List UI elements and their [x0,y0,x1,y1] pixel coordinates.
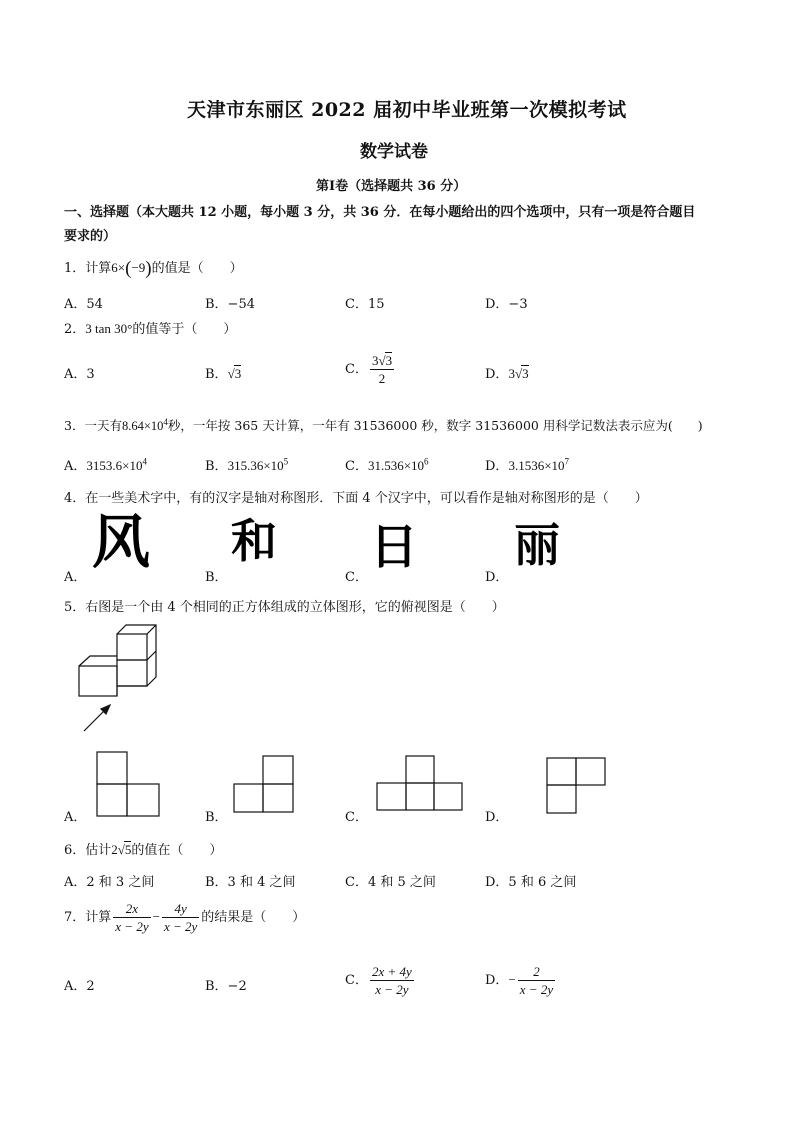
q3-d-label: D． [485,459,509,474]
question-5: 5．右图是一个由 4 个相同的正方体组成的立体图形，它的俯视图是（ ） [64,600,505,615]
q2-option-a: A．3 [64,367,95,382]
exam-title: 天津市东丽区 2022 届初中毕业班第一次模拟考试 [187,99,627,121]
q7-c-fraction [370,963,414,998]
q4-option-a-char: 风 [92,508,151,576]
question-7 [64,900,305,935]
q3-option-d [485,455,569,474]
q3-c-exp: 6 [424,456,429,467]
sqrt-sign: √ [227,366,235,381]
q7-d-den: x − 2y [519,982,554,997]
q5-option-c-figure [375,754,495,824]
q1-suffix: 的值是（ ） [151,261,243,276]
q6-option-c: C．4 和 5 之间 [345,875,436,890]
q7-option-b: B．−2 [205,979,247,994]
q3-option-a [64,455,147,474]
q6-option-b: B．3 和 4 之间 [205,875,296,890]
q5-option-a-figure [95,750,165,820]
q4-option-b-label: B． [205,570,228,585]
q3-d-exp: 7 [564,456,570,467]
q4-option-d-char: 丽 [514,518,560,572]
q6-suffix: 的值在（ ） [131,843,223,858]
q6-option-d: D．5 和 6 之间 [485,875,577,890]
q2-option-c-label: C． [345,362,368,377]
q5-option-b-label: B． [205,810,228,825]
q7-f2-num: 4y [162,900,199,918]
q4-option-a-label: A． [64,570,87,585]
q3-b-label: B． [205,459,228,474]
question-6 [64,839,222,858]
q3-pre: 3．一天有 [64,418,122,433]
q5-option-c-label: C． [345,810,368,825]
q3-exp: 4 [163,416,168,427]
q1-close-paren: ) [145,258,152,279]
q3-c-mantissa: 31.536×10 [367,458,425,473]
q2-option-c-fraction [370,352,394,387]
q7-minus: − [152,909,160,924]
sqrt-sign: √ [378,353,386,368]
question-4: 4．在一些美术字中，有的汉字是轴对称图形．下面 4 个汉字中，可以看作是轴对称图形的是（ ） [64,491,648,506]
q7-d-num: 2 [518,963,555,981]
q7-fraction-1 [113,900,150,935]
q3-b-mantissa: 315.36×10 [227,458,284,473]
q4-option-c-label: C． [345,570,368,585]
q3-base: 8.64×10 [121,419,164,433]
paper-subtitle: 数学试卷 [360,142,428,162]
q2-c-num-coef: 3 [371,353,379,368]
q7-d-sign: − [508,972,516,987]
q3-b-exp: 5 [283,456,289,467]
q1-option-c: C．15 [345,297,385,312]
q1-expr-b: −9 [131,260,146,275]
q6-coef: 2 [111,842,118,857]
q5-option-d-figure [545,756,615,826]
q7-c-num: 2x + 4y [371,964,412,979]
q7-f2-den: x − 2y [163,919,198,934]
q7-d-label: D． [485,973,509,988]
q7-c-den: x − 2y [375,982,409,997]
q1-open-paren: ( [125,258,132,279]
q2-d-radicand: 3 [522,366,529,381]
q1-expr-a: 6× [111,260,126,275]
q2-option-d-label: D． [485,367,509,382]
q2-d-coef: 3 [508,366,515,381]
sqrt-sign: √ [514,366,523,381]
q3-option-c [345,455,429,474]
part-heading: 第Ⅰ卷（选择题共 36 分） [316,179,467,194]
q4-option-c-char: 日 [370,519,419,575]
q6-radicand: 5 [124,842,132,857]
q2-option-d [485,363,529,382]
q4-option-d-label: D． [485,570,509,585]
question-1 [64,257,243,280]
cube-stack-figure [70,618,180,738]
q2-c-num-radicand: 3 [385,353,393,368]
q1-prefix: 1．计算 [64,261,112,276]
q1-option-d: D．−3 [485,297,528,312]
q6-option-a: A．2 和 3 之间 [64,875,155,890]
q3-a-mantissa: 3153.6×10 [86,458,143,473]
q7-prefix: 7．计算 [64,910,112,925]
q2-option-b [205,363,241,382]
q7-fraction-2 [162,900,199,935]
q1-option-b: B．−54 [205,297,255,312]
section-heading-line1: 一、选择题（本大题共 12 小题，每小题 3 分，共 36 分．在每小题给出的四个选项中，只有一项是符合题目 [64,205,696,220]
q2-expr: 3 tan 30° [85,321,133,336]
q3-post: 秒，一年按 365 天计算，一年有 31536000 秒，数字 31536000 用科学记数法表示应为( ) [167,418,703,433]
q2-option-b-label: B． [205,367,228,382]
sqrt-sign: √ [117,842,125,857]
q5-option-d-label: D． [485,810,509,825]
question-2 [64,318,236,337]
q2-prefix: 2． [64,322,86,337]
q1-option-a: A．54 [64,297,103,312]
q2-suffix: 的值等于（ ） [132,322,237,337]
q5-option-b-figure [232,754,302,824]
section-heading-line2: 要求的） [64,229,117,244]
q7-option-c [345,963,416,998]
q2-option-c [345,352,396,387]
q7-f1-den: x − 2y [115,919,149,934]
q7-option-d [485,963,557,998]
q5-option-a-label: A． [64,810,87,825]
q7-suffix: 的结果是（ ） [201,910,306,925]
q7-option-a: A．2 [64,979,95,994]
q6-prefix: 6．估计 [64,843,112,858]
q3-c-label: C． [345,459,368,474]
q3-d-mantissa: 3.1536×10 [508,458,565,473]
q2-option-b-radicand: 3 [234,366,242,381]
q7-f1-num: 2x [113,900,150,918]
q4-option-b-char: 和 [231,514,277,568]
q3-option-b [205,455,288,474]
question-3 [64,416,703,434]
q7-c-label: C． [345,973,368,988]
q2-c-den: 2 [378,371,386,386]
q7-d-fraction [518,963,555,998]
q3-a-label: A． [64,459,87,474]
q3-a-exp: 4 [142,456,147,467]
